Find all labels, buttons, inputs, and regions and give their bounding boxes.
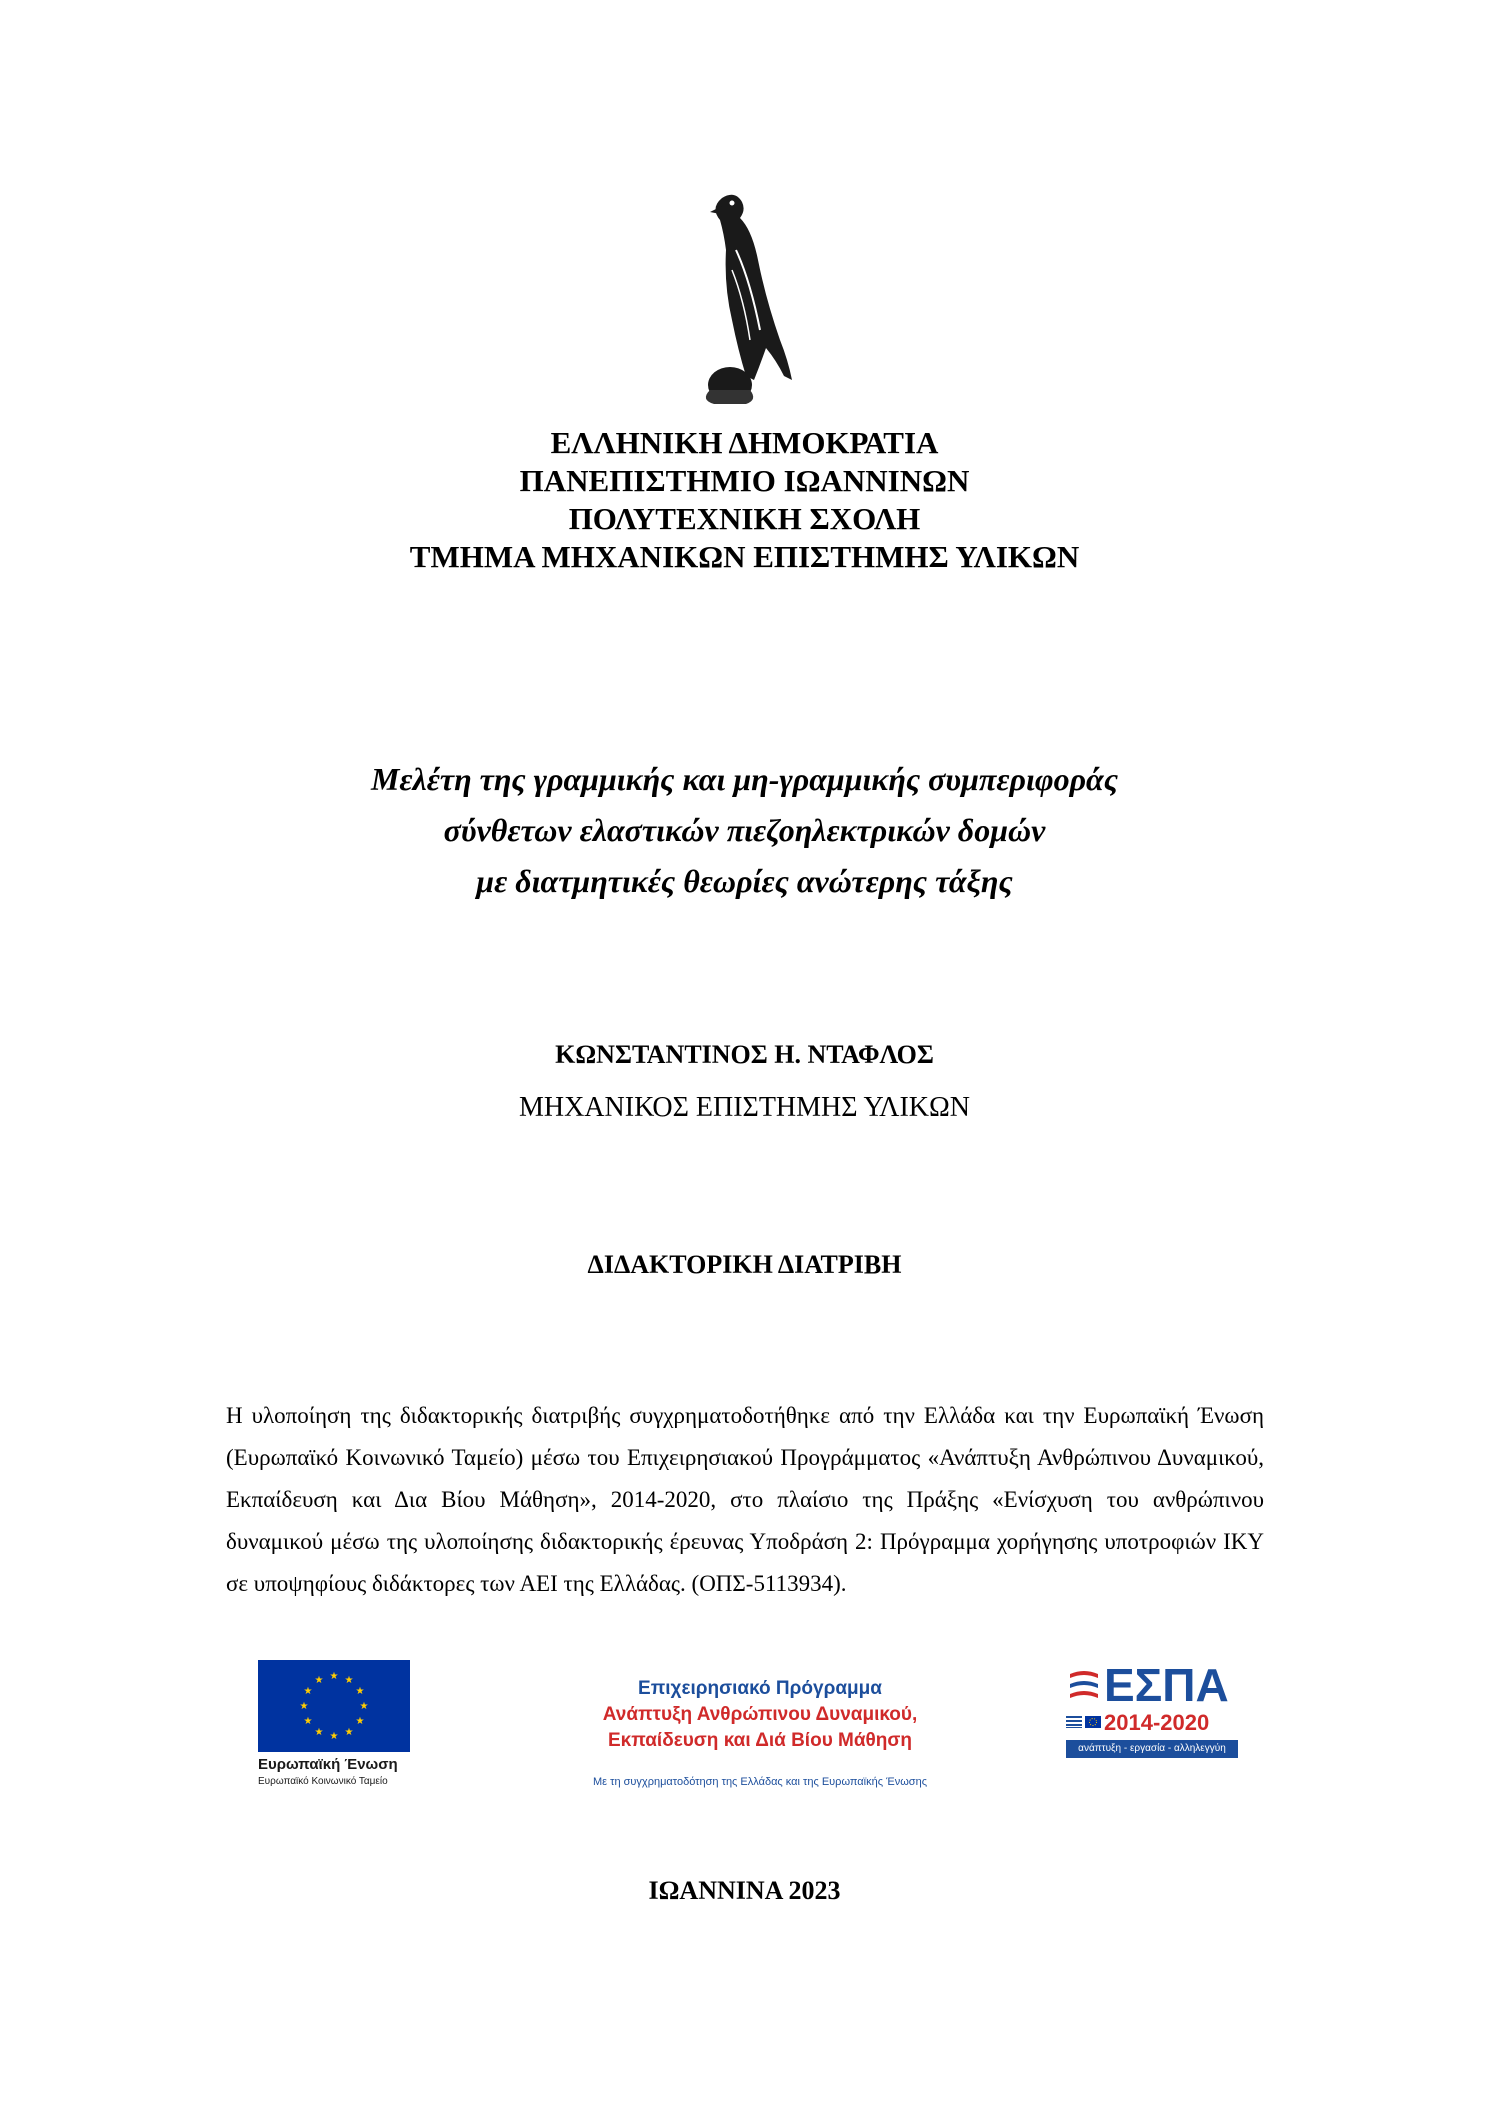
eu-star-icon: ★ bbox=[329, 1671, 339, 1682]
author-profession: ΜΗΧΑΝΙΚΟΣ ΕΠΙΣΤΗΜΗΣ ΥΛΙΚΩΝ bbox=[518, 1092, 971, 1123]
eu-star-icon: ★ bbox=[314, 1726, 324, 1738]
operational-programme-logo bbox=[520, 1676, 1000, 1796]
espa-stripes-icon bbox=[1066, 1668, 1100, 1708]
eu-star-icon: ★ bbox=[355, 1686, 365, 1697]
eu-star-icon: ★ bbox=[355, 1716, 365, 1727]
title-line: σύνθετων ελαστικών πιεζοηλεκτρικών δομών bbox=[443, 812, 1046, 848]
institution-line: ΤΜΗΜΑ ΜΗΧΑΝΙΚΩΝ ΕΠΙΣΤΗΜΗΣ ΥΛΙΚΩΝ bbox=[409, 539, 1080, 574]
institution-line: ΕΛΛΗΝΙΚΗ ΔΗΜΟΚΡΑΤΙΑ bbox=[550, 425, 939, 460]
author-name: ΚΩΝΣΤΑΝΤΙΝΟΣ Η. ΝΤΑΦΛΟΣ bbox=[555, 1040, 934, 1069]
eagle-emblem-icon bbox=[680, 190, 810, 415]
eu-star-icon: ★ bbox=[299, 1701, 309, 1712]
op-cofunding-line: Με τη συγχρηματοδότηση της Ελλάδας και της Ευρωπαϊκής Ένωσης bbox=[592, 1776, 928, 1788]
op-line: Εκπαίδευση και Διά Βίου Μάθηση bbox=[607, 1730, 913, 1751]
eu-star-icon: ★ bbox=[303, 1686, 313, 1697]
thesis-title bbox=[0, 754, 1489, 907]
institution-line: ΠΟΛΥΤΕΧΝΙΚΗ ΣΧΟΛΗ bbox=[568, 501, 921, 536]
eu-star-icon: ★ bbox=[303, 1716, 313, 1727]
espa-period: 2014-2020 bbox=[1104, 1710, 1210, 1735]
espa-name: ΕΣΠΑ bbox=[1104, 1659, 1229, 1711]
espa-logo bbox=[1066, 1660, 1238, 1770]
eu-star-icon: ★ bbox=[344, 1726, 354, 1738]
eu-star-icon: ★ bbox=[344, 1675, 354, 1687]
eu-star-icon: ★ bbox=[329, 1731, 339, 1742]
op-line: Ανάπτυξη Ανθρώπινου Δυναμικού, bbox=[602, 1704, 918, 1725]
eu-flag-icon bbox=[258, 1660, 410, 1752]
espa-tagline: ανάπτυξη - εργασία - αλληλεγγύη bbox=[1066, 1740, 1238, 1758]
eu-star-icon: ★ bbox=[314, 1675, 324, 1687]
institution-block bbox=[0, 424, 1489, 576]
eu-fund: Ευρωπαϊκό Κοινωνικό Ταμείο bbox=[258, 1776, 388, 1787]
place-year: ΙΩΑΝΝΙΝΑ 2023 bbox=[648, 1876, 841, 1905]
title-line: με διατμητικές θεωρίες ανώτερης τάξης bbox=[476, 863, 1013, 899]
title-line: Μελέτη της γραμμικής και μη-γραμμικής συμπεριφοράς bbox=[370, 761, 1119, 797]
document-type: ΔΙΔΑΚΤΟΡΙΚΗ ΔΙΑΤΡΙΒΗ bbox=[587, 1250, 902, 1279]
op-line: Επιχειρησιακό Πρόγραμμα bbox=[638, 1678, 882, 1699]
eu-name: Ευρωπαϊκή Ένωση bbox=[258, 1756, 398, 1773]
funding-statement: Η υλοποίηση της διδακτορικής διατριβής συγχρηματοδοτήθηκε από την Ελλάδα και την Ευρωπαϊκή Ένωση (Ευρωπαϊκό Κοινωνικό Ταμείο) μέσω του Επιχειρησιακού Προγράμματος «Ανάπτυξη Ανθρώπινου Δυναμικού, Εκπαίδευση και Δια Βίου Μάθηση», 2014-2020, στο πλαίσιο της Πράξης «Ενίσχυση του ανθρώπινου δυναμικού μέσω της υλοποίησης διδακτορικής έρευνας Υποδράση 2: Πρόγραμμα χορήγησης υποτροφιών ΙΚΥ σε υποψηφίους διδάκτορες των ΑΕΙ της Ελλάδας. (ΟΠΣ-5113934). bbox=[226, 1403, 1264, 1596]
greek-eu-flags-icon bbox=[1066, 1714, 1102, 1732]
institution-line: ΠΑΝΕΠΙΣΤΗΜΙΟ ΙΩΑΝΝΙΝΩΝ bbox=[519, 463, 970, 498]
eu-star-icon: ★ bbox=[359, 1701, 369, 1712]
eu-logo bbox=[258, 1660, 410, 1790]
